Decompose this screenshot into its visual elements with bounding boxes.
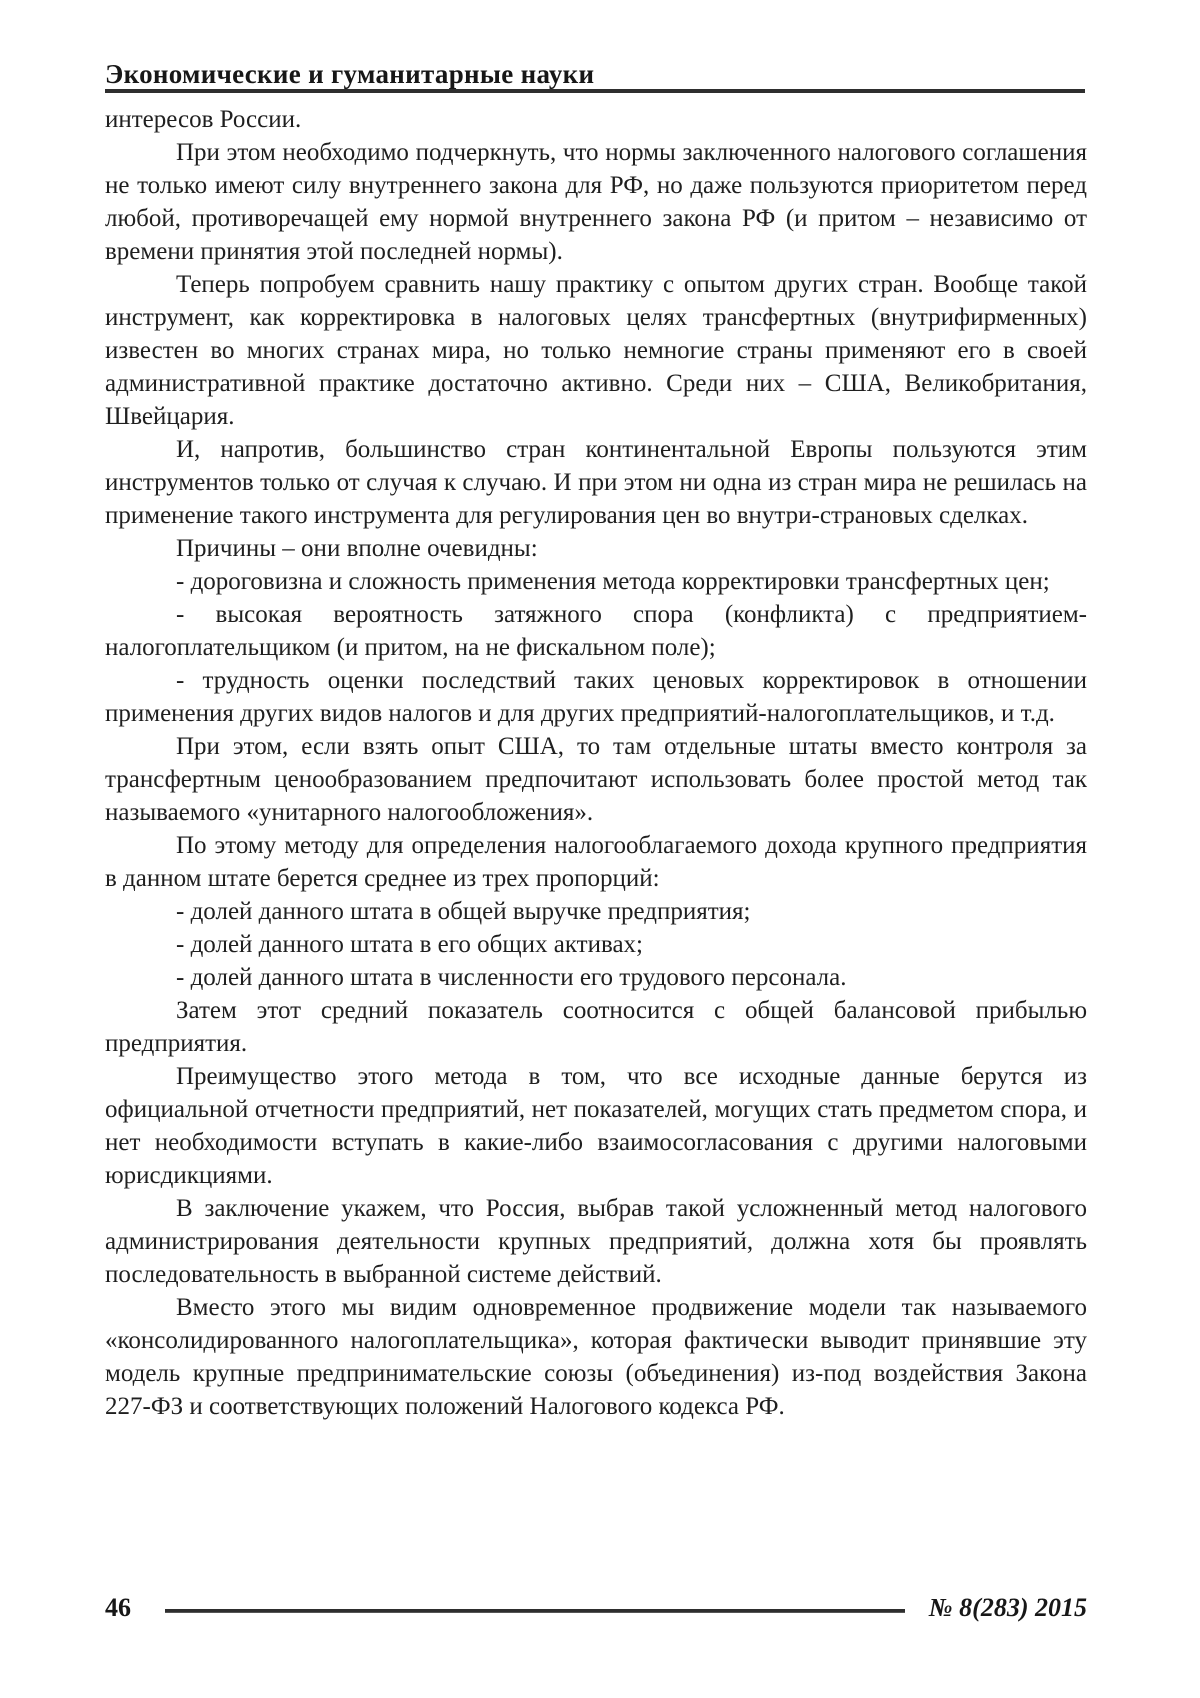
list-item-paragraph: - трудность оценки последствий таких ценовых корректировок в отношении применения других видов налогов и для других предприятий-налогоплательщиков, и т.д.: [105, 667, 1087, 727]
paragraph-continuation: интересов России.: [105, 106, 302, 133]
list-item-paragraph: - долей данного штата в численности его трудового персонала.: [176, 964, 847, 991]
paragraph: Преимущество этого метода в том, что все исходные данные берутся из официальной отчетности предприятий, нет показателей, могущих стать предметом спора, и нет необходимости вступать в какие-либо взаимосогласования с другими налоговыми юрисдикциями.: [105, 1063, 1087, 1189]
paragraph: В заключение укажем, что Россия, выбрав такой усложненный метод налогового администрирования деятельности крупных предприятий, должна хотя бы проявлять последовательность в выбранной системе действий.: [105, 1195, 1087, 1288]
footer-rule: [165, 1609, 905, 1613]
list-item-paragraph: - долей данного штата в его общих активах;: [176, 931, 643, 958]
list-item-paragraph: - долей данного штата в общей выручке предприятия;: [176, 898, 751, 925]
paragraph: Затем этот средний показатель соотносится с общей балансовой прибылью предприятия.: [105, 997, 1087, 1057]
paragraph: При этом, если взять опыт США, то там отдельные штаты вместо контроля за трансфертным ценообразованием предпочитают использовать более простой метод так называемого «унитарного налогообложения».: [105, 733, 1087, 826]
paragraph: Вместо этого мы видим одновременное продвижение модели так называемого «консолидированного налогоплательщика», которая фактически выводит принявшие эту модель крупные предпринимательские союзы (объединения) из-под воздействия Закона 227-ФЗ и соответствующих положений Налогового кодекса РФ.: [105, 1294, 1087, 1420]
page-header: [105, 60, 1085, 93]
paragraph: Причины – они вполне очевидны:: [176, 535, 538, 562]
issue-label: № 8(283) 2015: [928, 1593, 1087, 1622]
list-item-paragraph: - дороговизна и сложность применения метода корректировки трансфертных цен;: [176, 568, 1050, 595]
article-body: [105, 103, 1087, 1423]
header-rule: [105, 89, 1085, 93]
page-footer: [105, 1594, 1087, 1622]
journal-section-title: Экономические и гуманитарные науки: [105, 59, 595, 89]
paragraph: По этому методу для определения налогооблагаемого дохода крупного предприятия в данном штате берется среднее из трех пропорций:: [105, 832, 1087, 892]
paragraph: И, напротив, большинство стран континентальной Европы пользуются этим инструментов только от случая к случаю. И при этом ни одна из стран мира не решилась на применение такого инструмента для регулирования цен во внутри-страновых сделках.: [105, 436, 1087, 529]
paragraph: Теперь попробуем сравнить нашу практику с опытом других стран. Вообще такой инструмент, как корректировка в налоговых целях трансфертных (внутрифирменных) известен во многих странах мира, но только немногие страны применяют его в своей административной практике достаточно активно. Среди них – США, Великобритания, Швейцария.: [105, 271, 1087, 430]
page-number: 46: [105, 1593, 131, 1622]
list-item-paragraph: - высокая вероятность затяжного спора (конфликта) с предприятием-налогоплательщиком (и притом, на не фискальном поле);: [105, 601, 1087, 661]
paragraph: При этом необходимо подчеркнуть, что нормы заключенного налогового соглашения не только имеют силу внутреннего закона для РФ, но даже пользуются приоритетом перед любой, противоречащей ему нормой внутреннего закона РФ (и притом – независимо от времени принятия этой последней нормы).: [105, 139, 1087, 265]
